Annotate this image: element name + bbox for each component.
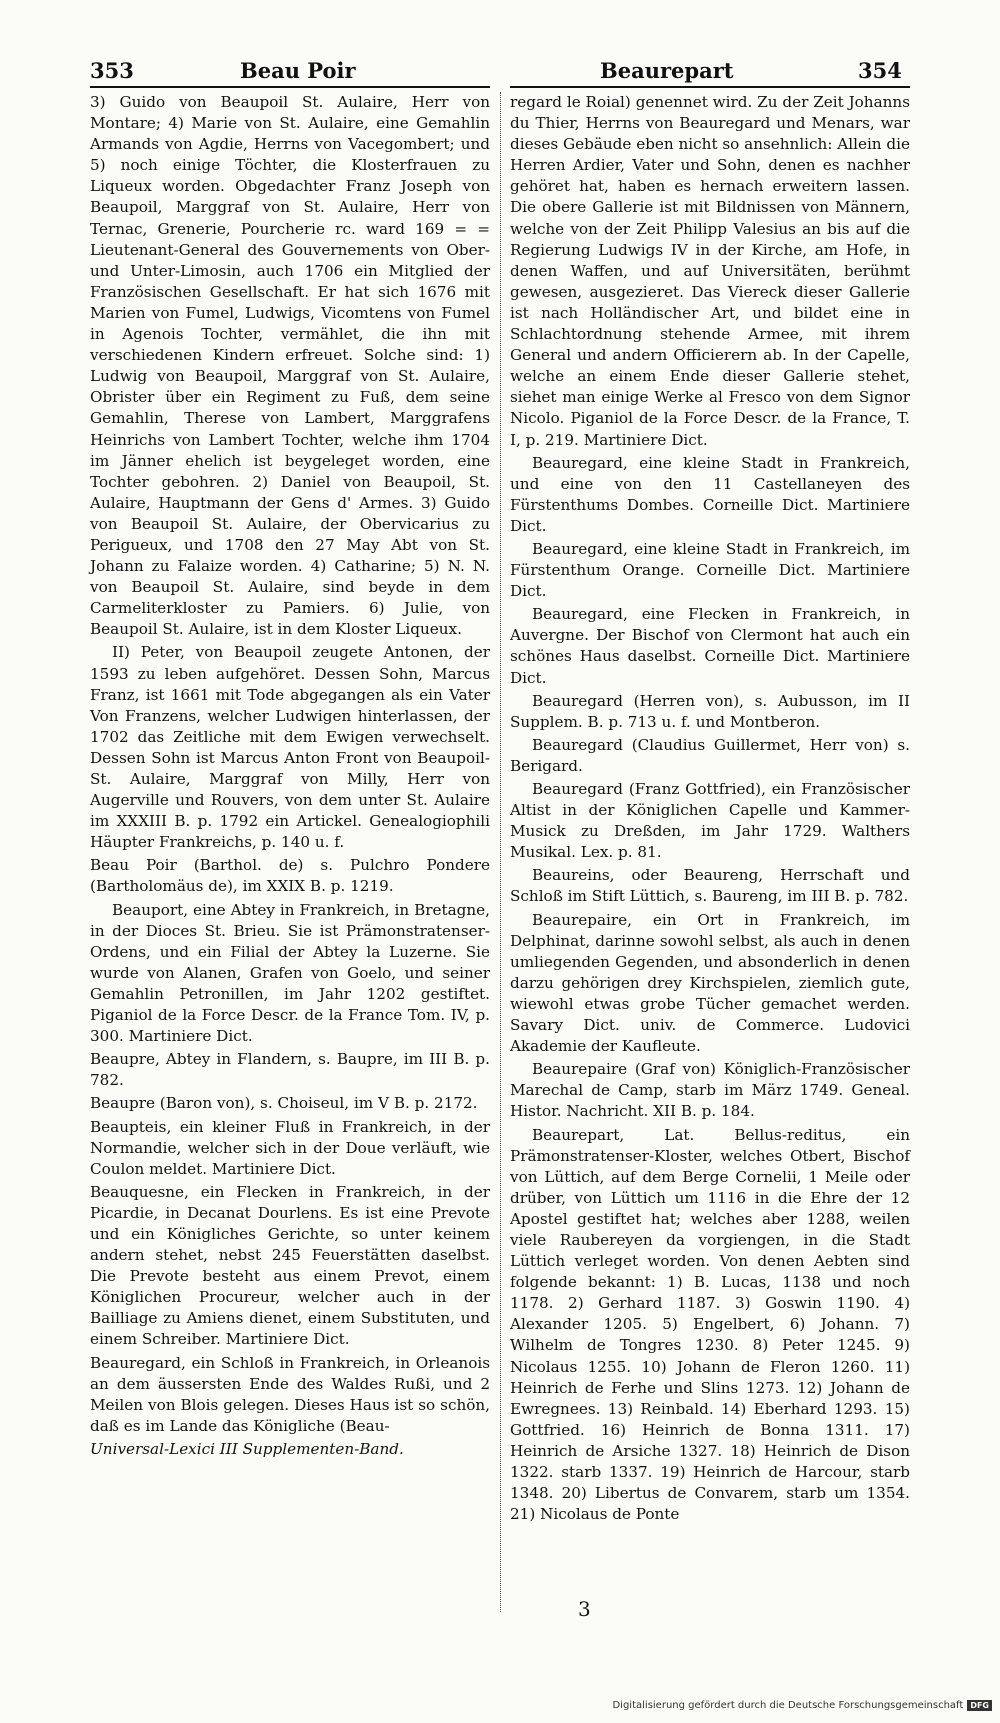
entry-paragraph: Beaurepaire, ein Ort in Frankreich, im Delphinat, darinne sowohl selbst, als auch in denen umliegenden Gegenden, und absonderlich in denen darzu gehörigen drey Kirchspielen, ziemlich gute, wiewohl etwas grobe Tücher gemachet werden. Savary Dict. univ. de Commerce. Ludovici Akademie der Kaufleute. — [510, 910, 910, 1056]
entry-paragraph: Beaupteis, ein kleiner Fluß in Frankreich, in der Normandie, welcher sich in der Doue verläuft, wie Coulon meldet. Martiniere Dict. — [90, 1117, 490, 1178]
entry-paragraph: Beaureins, oder Beaureng, Herrschaft und Schloß im Stift Lüttich, s. Baureng, im III B. p. 782. — [510, 866, 910, 906]
entry-paragraph: Beaurepart, Lat. Bellus-reditus, ein Prämonstratenser-Kloster, welches Otbert, Bischof von Lüttich, auf dem Berge Cornelii, 1 Meile oder drüber, von Lüttich um 1116 in die Ehre der 12 Apostel gestiftet hat; welches aber 1288, weilen viele Raubereyen da vorgiengen, in die Stadt Lüttich verleget worden. Von denen Aebten sind folgende bekannt: 1) B. Lucas, 1138 und noch 1178. 2) Gerhard 1187. 3) Goswin 1190. 4) Alexander 1205. 5) Engelbert, 6) Johann. 7) Wilhelm de Tongres 1230. 8) Peter 1245. 9) Nicolaus 1255. 10) Johann de Fleron 1260. 11) Heinrich de Ferhe und Slins 1273. 12) Johann de Ewregnees. 13) Reinbald. 14) Eberhard 1293. 15) Gottfried. 16) Heinrich de Bonna 1311. 17) Heinrich de Arsiche 1327. 18) Heinrich de Dison 1322. starb 1337. 19) Heinrich de Harcour, starb 1348. 20) Libertus de Convarem, starb um 1354. 21) Nicolaus de Ponte — [510, 1125, 910, 1524]
signature-mark: 3 — [578, 1597, 591, 1621]
entry-paragraph: 3) Guido von Beaupoil St. Aulaire, Herr von Montare; 4) Marie von St. Aulaire, eine Gemahlin Armands von Agdie, Herrns von Vacegombert; und 5) noch einige Töchter, die Klosterfrauen zu Liqueux worden. Obgedachter Franz Joseph von Beaupoil, Marggraf von St. Aulaire, Herr von Ternac, Grenerie, Pourcherie rc. ward 169 = = Lieutenant-General des Gouvernements von Ober- und Unter-Limosin, auch 1706 ein Mitglied der Französischen Gesellschaft. Er hat sich 1676 mit Marien von Fumel, Ludwigs, Vicomtens von Fumel in Agenois Tochter, vermählet, die ihn mit verschiedenen Kindern erfreuet. Solche sind: 1) Ludwig von Beaupoil, Marggraf von St. Aulaire, Obrister über ein Regiment zu Fuß, dem seine Gemahlin, Therese von Lambert, Marggrafens Heinrichs von Lambert Tochter, welche ihm 1704 im Jänner ehelich ist beygeleget worden, eine Tochter gebohren. 2) Daniel von Beaupoil, St. Aulaire, Hauptmann der Gens d' Armes. 3) Guido von Beaupoil St. Aulaire, der Obervicarius zu Perigueux, und 1708 den 27 May Abt von St. Johann zu Falaize worden. 4) Catharine; 5) N. N. von Beaupoil St. Aulaire, sind beyde in dem Carmeliterkloster zu Pamiers. 6) Julie, von Beaupoil St. Aulaire, ist in dem Kloster Liqueux. — [90, 93, 490, 639]
left-column — [90, 92, 490, 1462]
digitization-footer — [612, 1700, 992, 1711]
entry-paragraph: Beaurepaire (Graf von) Königlich-Französischer Marechal de Camp, starb im März 1749. Geneal. Histor. Nachricht. XII B. p. 184. — [510, 1060, 910, 1121]
entry-paragraph: Beauquesne, ein Flecken in Frankreich, in der Picardie, in Decanat Dourlens. Es ist eine Prevote und ein Königliches Gerichte, so unter keinem andern stehet, nebst 245 Feuerstätten daselbst. Die Prevote besteht aus einem Prevot, einem Königlichen Procureur, welcher auch in der Bailliage zu Amiens dienet, einem Substituten, und einem Schreiber. Martiniere Dict. — [90, 1182, 490, 1349]
entry-paragraph: Beauport, eine Abtey in Frankreich, in Bretagne, in der Dioces St. Brieu. Sie ist Prämonstratenser-Ordens, und ein Filial der Abtey la Luzerne. Sie wurde von Alanen, Grafen von Goelo, und seiner Gemahlin Petronillen, im Jahr 1202 gestiftet. Piganiol de la Force Descr. de la France Tom. IV, p. 300. Martiniere Dict. — [90, 900, 490, 1046]
column-divider — [500, 92, 501, 1612]
entry-paragraph: Beauregard, eine Flecken in Frankreich, in Auvergne. Der Bischof von Clermont hat auch ein schönes Haus daselbst. Corneille Dict. Martiniere Dict. — [510, 605, 910, 687]
right-header-rule — [510, 86, 910, 88]
entry-paragraph: Beau Poir (Barthol. de) s. Pulchro Pondere (Bartholomäus de), im XXIX B. p. 1219. — [90, 856, 490, 896]
entry-paragraph: Beauregard (Claudius Guillermet, Herr von) s. Berigard. — [510, 735, 910, 775]
right-page-number: 354 — [858, 58, 902, 83]
right-running-title: Beaurepart — [600, 58, 734, 83]
left-header-rule — [90, 86, 490, 88]
signature-line: Universal-Lexici III Supplementen-Band. — [90, 1439, 404, 1458]
entry-paragraph: Beaupre, Abtey in Flandern, s. Baupre, im III B. p. 782. — [90, 1050, 490, 1090]
entry-paragraph: regard le Roial) genennet wird. Zu der Zeit Johanns du Thier, Herrns von Beauregard und Menars, war dieses Gebäude eben nicht so ansehnlich: Allein die Herren Ardier, Vater und Sohn, denen es nachher gehöret hat, haben es hernach erweitern lassen. Die obere Gallerie ist mit Bildnissen von Männern, welche von der Zeit Philipp Valesius an bis auf die Regierung Ludwigs IV in der Kirche, am Hofe, in denen Waffen, und auf Universitäten, berühmt gewesen, ausgezieret. Das Viereck dieser Gallerie ist nach Holländischer Art, und bildet eine in Schlachtordnung stehende Armee, mit ihrem General und andern Officierern ab. In der Capelle, welche an einem Ende dieser Gallerie stehet, siehet man einige Werke al Fresco von dem Signor Nicolo. Piganiol de la Force Descr. de la France, T. I, p. 219. Martiniere Dict. — [510, 93, 910, 449]
left-running-title: Beau Poir — [240, 58, 356, 83]
right-column — [510, 92, 910, 1527]
entry-paragraph: II) Peter, von Beaupoil zeugete Antonen, der 1593 zu leben aufgehöret. Dessen Sohn, Marcus Franz, ist 1661 mit Tode abgegangen als ein Vater Von Franzens, welcher Ludwigen hinterlassen, der 1702 das Zeitliche mit dem Ewigen verwechselt. Dessen Sohn ist Marcus Anton Front von Beaupoil-St. Aulaire, Marggraf von Milly, Herr von Augerville und Rouvers, von dem unter St. Aulaire im XXXIII B. p. 1792 ein Artickel. Genealogiophili Häupter Frankreichs, p. 140 u. f. — [90, 643, 490, 852]
entry-paragraph: Beauregard (Franz Gottfried), ein Französischer Altist in der Königlichen Capelle und Kammer-Musick zu Dreßden, im Jahr 1729. Walthers Musikal. Lex. p. 81. — [510, 780, 910, 862]
left-page-number: 353 — [90, 58, 134, 83]
entry-paragraph: Beauregard, eine kleine Stadt in Frankreich, und eine von den 11 Castellaneyen des Fürstenthums Dombes. Corneille Dict. Martiniere Dict. — [510, 453, 910, 535]
entry-paragraph: Beauregard, eine kleine Stadt in Frankreich, im Fürstenthum Orange. Corneille Dict. Martiniere Dict. — [510, 539, 910, 601]
entry-paragraph: Beaupre (Baron von), s. Choiseul, im V B. p. 2172. — [90, 1094, 478, 1113]
footer-text: Digitalisierung gefördert durch die Deutsche Forschungsgemeinschaft — [612, 1700, 964, 1711]
entry-paragraph: Beauregard (Herren von), s. Aubusson, im II Supplem. B. p. 713 u. f. und Montberon. — [510, 691, 910, 731]
dfg-logo: DFG — [967, 1700, 992, 1711]
entry-paragraph: Beauregard, ein Schloß in Frankreich, in Orleanois an dem äussersten Ende des Waldes Rußi, und 2 Meilen von Blois gelegen. Dieses Haus ist so schön, daß es im Lande das Königliche (Beau- — [90, 1353, 490, 1435]
